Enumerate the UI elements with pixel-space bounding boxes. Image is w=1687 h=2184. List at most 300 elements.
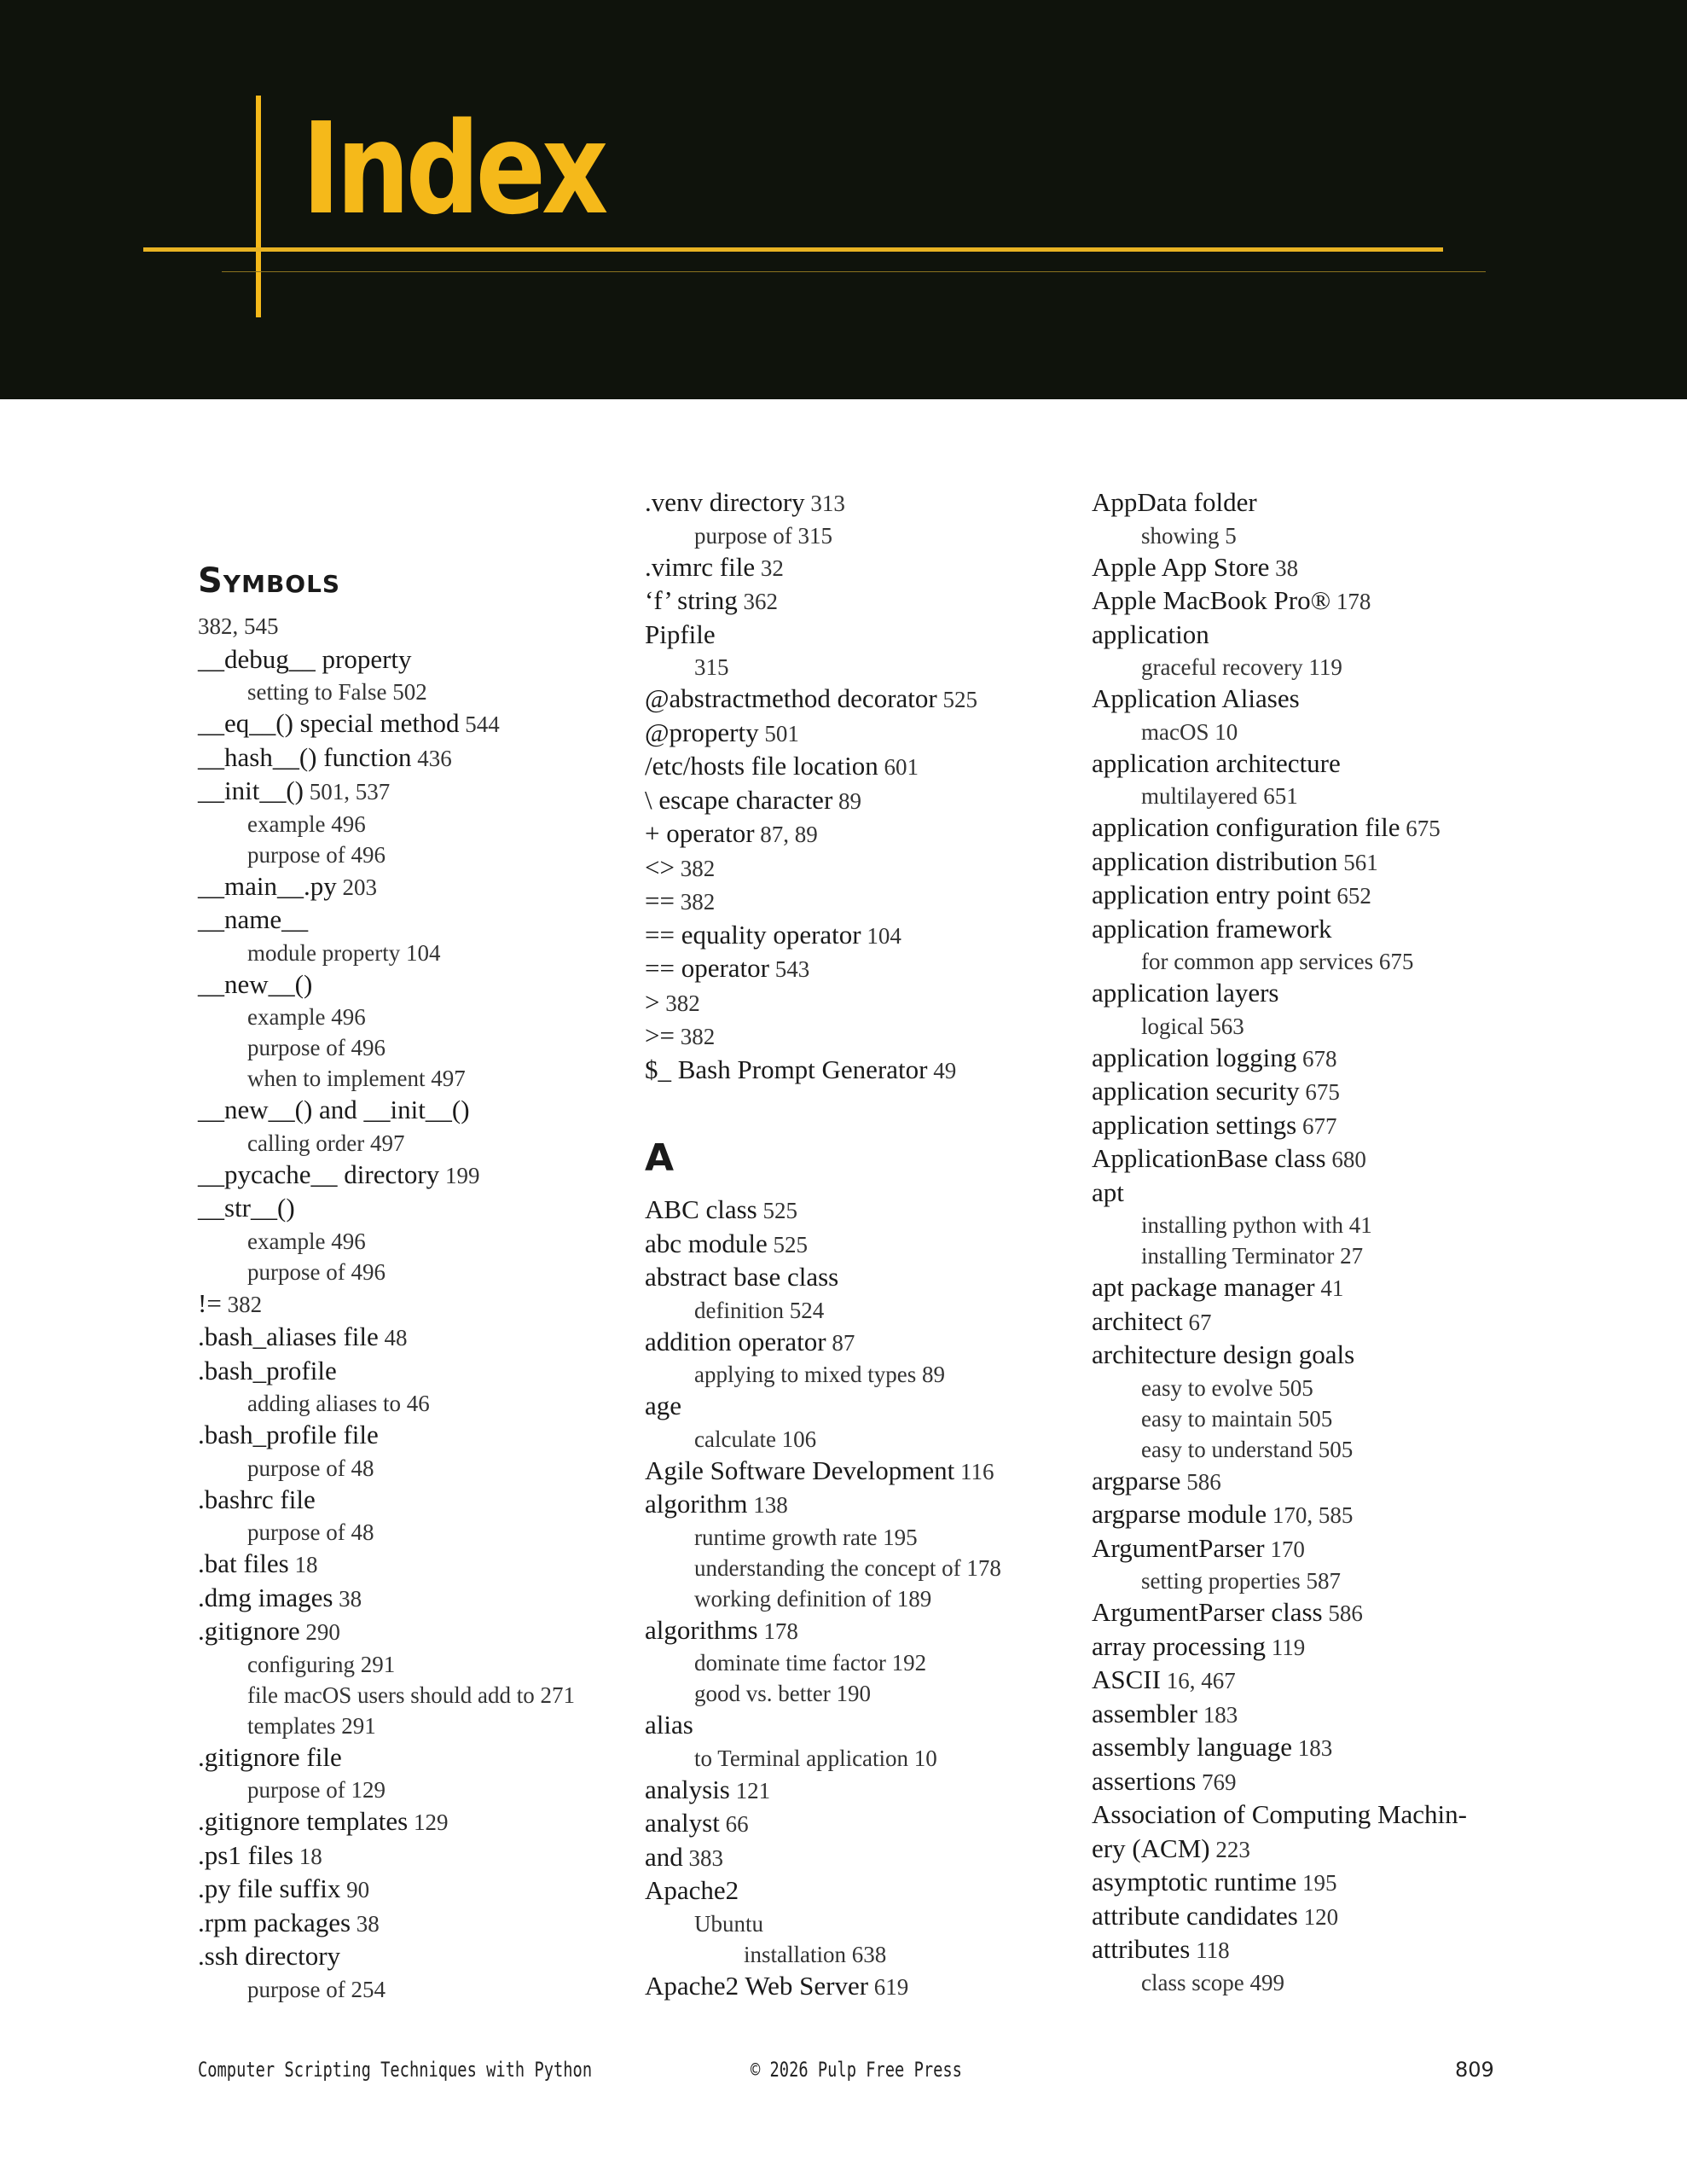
index-entry	[1092, 1176, 1535, 1211]
index-entry	[645, 1390, 1088, 1424]
index-entry	[1092, 1305, 1535, 1339]
index-entry	[645, 851, 1088, 886]
index-term: /etc/hosts file location	[645, 751, 878, 781]
index-entry	[198, 1548, 641, 1582]
index-pages: 199	[439, 1162, 480, 1188]
index-pages: 382	[659, 990, 700, 1016]
index-term: .venv directory	[645, 487, 805, 517]
index-subentry: working definition of 189	[694, 1585, 932, 1612]
index-pages: 118	[1190, 1937, 1230, 1963]
index-entry	[198, 1419, 641, 1453]
index-entry	[198, 968, 641, 1002]
index-pages: 104	[861, 922, 901, 949]
index-entry	[1092, 811, 1535, 845]
index-pages: 87	[826, 1329, 855, 1356]
index-term: abstract base class	[645, 1262, 839, 1292]
index-term: __new__()	[198, 968, 313, 999]
index-term: __str__()	[198, 1193, 295, 1223]
section-heading-a: A	[645, 1136, 675, 1180]
index-entry	[645, 551, 1088, 585]
index-pages: 619	[868, 1973, 909, 2000]
index-term: assembler	[1092, 1698, 1197, 1728]
index-entry	[1092, 1664, 1535, 1698]
index-term: __hash__() function	[198, 741, 412, 772]
index-pages: 677	[1296, 1112, 1337, 1139]
index-subentry: example 496	[247, 1228, 366, 1254]
index-term: .ps1 files	[198, 1839, 293, 1870]
index-pages: 543	[769, 956, 810, 982]
index-pages: 675	[1400, 816, 1441, 841]
index-entry	[645, 952, 1088, 986]
index-entry	[1092, 486, 1535, 520]
index-term: architecture design goals	[1092, 1339, 1355, 1369]
index-entry	[1092, 584, 1535, 619]
index-entry	[198, 870, 641, 904]
index-term: AppData folder	[1092, 487, 1257, 517]
index-term: + operator	[645, 818, 755, 848]
index-subentry: easy to evolve 505	[1141, 1374, 1313, 1401]
index-column-1	[198, 486, 641, 2005]
index-entry	[645, 817, 1088, 851]
index-pages: 16, 467	[1160, 1668, 1236, 1693]
index-entry	[1092, 1765, 1535, 1799]
index-term: ‘f’ string	[645, 585, 738, 615]
index-subentry: definition 524	[694, 1297, 825, 1323]
index-subentry: setting to False 502	[247, 679, 427, 705]
index-term: __main__.py	[198, 870, 337, 901]
index-entry	[1092, 682, 1535, 717]
index-entry	[198, 1355, 641, 1389]
index-subentry: example 496	[247, 1004, 366, 1030]
index-entry	[198, 1615, 641, 1649]
index-term: >	[645, 986, 660, 1017]
footer-copyright: © 2026 Pulp Free Press	[751, 2058, 962, 2082]
index-term: __eq__() special method	[198, 708, 460, 738]
index-pages: 652	[1330, 883, 1371, 909]
index-term: and	[645, 1841, 683, 1872]
index-pages: 90	[340, 1877, 370, 1902]
index-term: argparse	[1092, 1465, 1181, 1496]
index-entry	[1092, 1339, 1535, 1373]
index-subentry: purpose of 496	[247, 841, 386, 868]
index-entry	[198, 1094, 641, 1128]
index-term: algorithm	[645, 1489, 748, 1519]
index-pages: 119	[1266, 1634, 1306, 1660]
index-term: Agile Software Development	[645, 1455, 955, 1485]
index-subentry: 315	[694, 654, 729, 680]
index-pages: 170	[1264, 1536, 1305, 1562]
index-pages: 436	[411, 745, 452, 771]
index-pages: 586	[1322, 1600, 1363, 1626]
index-pages: 675	[1299, 1079, 1340, 1105]
index-entry	[645, 1054, 1088, 1088]
index-subentry: example 496	[247, 810, 366, 837]
index-subentry: for common app services 675	[1141, 949, 1414, 974]
index-term: $_ Bash Prompt Generator	[645, 1054, 928, 1084]
index-entry	[645, 784, 1088, 818]
index-pages: 382	[674, 855, 716, 881]
index-entry	[1092, 1142, 1535, 1176]
index-term: ASCII	[1092, 1664, 1161, 1694]
index-subentry: calculate 106	[694, 1426, 817, 1452]
index-pages: 313	[804, 491, 845, 516]
index-pages: 501, 537	[304, 779, 391, 804]
index-term: .bash_profile	[198, 1355, 337, 1385]
index-entry	[1092, 747, 1535, 781]
index-entry	[645, 619, 1088, 653]
index-term: Application Aliases	[1092, 683, 1300, 713]
index-entry	[1092, 1731, 1535, 1765]
index-entry	[645, 1841, 1088, 1875]
index-pages: 525	[767, 1231, 809, 1258]
index-term: application entry point	[1092, 880, 1331, 909]
index-entry	[1092, 1109, 1535, 1143]
index-pages: 67	[1182, 1309, 1212, 1335]
index-term: == operator	[645, 953, 769, 983]
index-entry	[198, 1321, 641, 1355]
index-entry	[198, 1582, 641, 1616]
index-entry	[1092, 1532, 1535, 1566]
index-term: __name__	[198, 904, 309, 934]
index-pages: 195	[1296, 1870, 1337, 1896]
footer-book-title: Computer Scripting Techniques with Python	[198, 2058, 593, 2082]
index-entry	[198, 1192, 641, 1226]
index-entry	[1092, 619, 1535, 653]
index-term: application settings	[1092, 1109, 1297, 1140]
index-term: .ssh directory	[198, 1941, 341, 1971]
index-entry	[198, 1907, 641, 1941]
index-pages: 382	[674, 889, 716, 915]
index-entry	[1092, 1465, 1535, 1499]
index-pages: 38	[1269, 555, 1299, 581]
index-term: .rpm packages	[198, 1907, 351, 1937]
index-pages: 89	[832, 787, 862, 814]
index-term: abc module	[645, 1228, 768, 1258]
index-term: application	[1092, 619, 1209, 649]
index-term: Pipfile	[645, 619, 716, 649]
index-pages: 49	[927, 1057, 957, 1083]
index-term: alias	[645, 1710, 693, 1740]
index-term: !=	[198, 1287, 222, 1318]
index-pages: 170, 585	[1267, 1502, 1354, 1528]
index-subentry: adding aliases to 46	[247, 1391, 430, 1416]
index-term: __debug__ property	[198, 643, 412, 674]
index-term: Association of Computing Machin-	[1092, 1799, 1467, 1829]
index-entry	[645, 1326, 1088, 1360]
page-title: Index	[302, 96, 605, 242]
index-subentry: module property 104	[247, 939, 441, 966]
index-entry	[198, 1839, 641, 1873]
index-term: attribute candidates	[1092, 1900, 1298, 1931]
index-subentry: installation 638	[744, 1941, 887, 1967]
index-pages: 120	[1297, 1903, 1339, 1930]
index-pages: 66	[719, 1811, 749, 1837]
index-entry	[645, 486, 1088, 520]
index-subentry: logical 563	[1141, 1013, 1244, 1039]
index-entries	[198, 609, 641, 2005]
index-entry	[645, 986, 1088, 1020]
index-entry	[198, 609, 641, 643]
index-subentry: configuring 291	[247, 1651, 396, 1677]
index-term: .gitignore templates	[198, 1806, 409, 1836]
index-term: application framework	[1092, 913, 1332, 944]
index-entry	[645, 682, 1088, 717]
index-subentry: showing 5	[1141, 522, 1237, 549]
index-pages: 203	[336, 874, 377, 900]
index-column-2	[645, 486, 1088, 2003]
index-term: ==	[645, 886, 675, 915]
index-entry	[645, 1019, 1088, 1054]
index-term: age	[645, 1391, 682, 1420]
index-subentry: dominate time factor 192	[694, 1650, 927, 1676]
index-term: __new__() and __init__()	[198, 1095, 470, 1124]
index-pages: 223	[1209, 1836, 1250, 1862]
index-term: ery (ACM)	[1092, 1833, 1210, 1863]
index-pages: 601	[878, 754, 919, 780]
index-pages: 129	[408, 1809, 449, 1835]
index-term: __init__()	[198, 775, 304, 805]
header-horizontal-rule	[143, 247, 1443, 252]
index-entry	[645, 1874, 1088, 1908]
index-pages: 678	[1296, 1045, 1337, 1072]
index-entry	[1092, 913, 1535, 947]
index-term: analyst	[645, 1808, 720, 1838]
index-column-3	[1092, 486, 1535, 1998]
index-entry	[1092, 1798, 1535, 1833]
index-entry	[1092, 1900, 1535, 1934]
index-subentry: installing Terminator 27	[1141, 1243, 1364, 1269]
index-term: application architecture	[1092, 747, 1341, 778]
index-pages: 290	[299, 1619, 340, 1645]
index-term: application security	[1092, 1076, 1300, 1106]
index-term: ApplicationBase class	[1092, 1143, 1326, 1173]
index-term: application distribution	[1092, 845, 1338, 876]
section-heading-symbols: Symbols	[198, 561, 341, 601]
index-term: .dmg images	[198, 1582, 333, 1612]
index-subentry: purpose of 48	[247, 1519, 374, 1545]
index-entry	[198, 903, 641, 938]
index-term: application configuration file	[1092, 812, 1400, 842]
index-pages: 382	[674, 1024, 716, 1049]
index-term: .py file suffix	[198, 1873, 341, 1903]
index-subentry: understanding the concept of 178	[694, 1554, 1001, 1581]
index-pages: 382	[221, 1291, 263, 1317]
index-subentry: class scope 499	[1141, 1969, 1284, 1995]
index-pages: 561	[1337, 849, 1378, 875]
index-subentry: Ubuntu	[694, 1910, 763, 1937]
index-entry	[1092, 551, 1535, 585]
index-pages: 138	[747, 1492, 788, 1518]
index-subentry: purpose of 129	[247, 1777, 386, 1803]
index-term: .gitignore file	[198, 1741, 342, 1772]
index-term: algorithms	[645, 1614, 758, 1645]
index-pages: 87, 89	[754, 822, 818, 847]
index-entry	[645, 919, 1088, 953]
index-term: argparse module	[1092, 1499, 1267, 1529]
index-pages: 121	[729, 1777, 771, 1804]
index-pages: 38	[351, 1910, 380, 1937]
index-subentry: multilayered 651	[1141, 783, 1298, 809]
index-subentry: good vs. better 190	[694, 1681, 871, 1706]
index-term: @property	[645, 717, 759, 747]
index-pages: 382, 545	[198, 613, 279, 639]
index-subentry: runtime growth rate 195	[694, 1524, 918, 1550]
index-entry	[645, 584, 1088, 619]
index-pages: 38	[333, 1585, 362, 1612]
index-subentry: macOS 10	[1141, 718, 1238, 745]
index-term: asymptotic runtime	[1092, 1867, 1297, 1896]
index-pages: 525	[757, 1198, 797, 1223]
index-term: .bashrc file	[198, 1484, 316, 1514]
index-term: apt package manager	[1092, 1272, 1315, 1302]
index-entry	[645, 1807, 1088, 1841]
index-entry	[1092, 1596, 1535, 1630]
index-term: <>	[645, 851, 675, 882]
index-entry	[1092, 1698, 1535, 1732]
index-pages: 116	[954, 1458, 994, 1484]
index-subentry: setting properties 587	[1141, 1568, 1341, 1594]
index-entry	[645, 717, 1088, 751]
index-pages: 680	[1325, 1147, 1366, 1172]
index-term: apt	[1092, 1176, 1124, 1207]
index-pages: 183	[1197, 1701, 1238, 1728]
index-term: addition operator	[645, 1326, 826, 1356]
index-term: .bash_aliases file	[198, 1321, 379, 1351]
index-term: array processing	[1092, 1630, 1266, 1661]
index-pages: 18	[288, 1552, 318, 1577]
index-entry	[645, 1228, 1088, 1262]
index-term: Apache2 Web Server	[645, 1970, 869, 2001]
index-entry	[645, 1774, 1088, 1808]
index-pages: 383	[682, 1844, 724, 1871]
index-entry	[1092, 1866, 1535, 1900]
index-subentry: purpose of 496	[247, 1258, 386, 1285]
index-subentry: when to implement 497	[247, 1066, 466, 1091]
index-subentry: graceful recovery 119	[1141, 654, 1342, 680]
index-term: .bash_profile file	[198, 1420, 379, 1449]
index-entry	[1092, 1271, 1535, 1305]
index-pages: 41	[1314, 1275, 1344, 1301]
index-subentry: calling order 497	[247, 1130, 405, 1156]
index-entry	[645, 1709, 1088, 1743]
index-entry	[645, 1194, 1088, 1228]
index-subentry: easy to understand 505	[1141, 1436, 1354, 1462]
index-entry	[645, 1455, 1088, 1489]
index-entry	[645, 1261, 1088, 1295]
index-entry	[198, 1805, 641, 1839]
index-pages: 48	[378, 1325, 408, 1350]
index-term: Apple MacBook Pro®	[1092, 585, 1331, 615]
index-entry	[1092, 1933, 1535, 1967]
index-entry	[645, 885, 1088, 919]
index-term: Apple App Store	[1092, 551, 1270, 582]
index-pages: 769	[1196, 1769, 1237, 1795]
index-pages: 362	[737, 589, 778, 614]
index-entry	[1092, 1042, 1535, 1076]
index-subentry: applying to mixed types 89	[694, 1362, 945, 1387]
index-entry	[198, 741, 641, 775]
index-entry	[1092, 1075, 1535, 1109]
index-term: ArgumentParser	[1092, 1532, 1265, 1563]
index-pages: 32	[755, 555, 784, 581]
index-subentry: easy to maintain 505	[1141, 1405, 1333, 1432]
index-entry	[198, 775, 641, 809]
index-subentry: file macOS users should add to 271	[247, 1682, 575, 1708]
index-subentry: installing python with 41	[1141, 1212, 1372, 1238]
index-entry	[1092, 1498, 1535, 1532]
index-term: >=	[645, 1020, 675, 1050]
index-pages: 525	[936, 687, 977, 712]
index-entry	[198, 643, 641, 677]
index-subentry: purpose of 496	[247, 1035, 386, 1060]
index-entry	[198, 1940, 641, 1974]
index-entry	[198, 1287, 641, 1321]
index-pages: 178	[757, 1618, 798, 1644]
index-term: \ escape character	[645, 784, 833, 815]
index-term: application layers	[1092, 978, 1279, 1008]
index-term: ABC class	[645, 1194, 757, 1224]
index-term: Apache2	[645, 1875, 739, 1905]
index-pages: 18	[293, 1843, 322, 1869]
index-term: .gitignore	[198, 1616, 300, 1646]
index-pages: 544	[459, 712, 500, 737]
index-entry	[198, 707, 641, 741]
index-term: .bat files	[198, 1548, 289, 1578]
index-subentry: purpose of 254	[247, 1976, 386, 2002]
index-pages: 501	[758, 720, 799, 746]
index-entry	[645, 1488, 1088, 1522]
index-term: application logging	[1092, 1042, 1297, 1072]
footer-page-number: 809	[1455, 2058, 1494, 2082]
index-entry	[198, 1741, 641, 1775]
index-subentry: purpose of 315	[694, 522, 832, 549]
index-pages: 183	[1292, 1735, 1333, 1761]
index-entry	[198, 1159, 641, 1193]
index-entry	[645, 750, 1088, 784]
header-vertical-rule	[256, 96, 261, 317]
index-entries	[1092, 486, 1535, 1998]
index-subentry: to Terminal application 10	[694, 1745, 937, 1771]
index-term: architect	[1092, 1305, 1183, 1336]
index-entry	[1092, 977, 1535, 1011]
index-entry	[1092, 845, 1535, 880]
header-thin-rule	[222, 271, 1486, 272]
chapter-header	[0, 0, 1687, 399]
index-term: assertions	[1092, 1765, 1197, 1796]
index-term: __pycache__ directory	[198, 1159, 440, 1189]
index-subentry: templates 291	[247, 1712, 376, 1739]
index-entries	[645, 1194, 1088, 2003]
index-term: .vimrc file	[645, 551, 756, 582]
index-pages: 178	[1330, 589, 1371, 614]
index-entry	[1092, 1833, 1535, 1867]
index-term: ArgumentParser class	[1092, 1597, 1323, 1627]
index-entry	[198, 1484, 641, 1518]
index-subentry: purpose of 48	[247, 1455, 374, 1481]
index-term: analysis	[645, 1774, 730, 1804]
index-entry	[1092, 879, 1535, 913]
index-entry	[198, 1873, 641, 1907]
index-term: attributes	[1092, 1934, 1191, 1964]
index-entry	[645, 1614, 1088, 1648]
index-term: @abstractmethod decorator	[645, 683, 937, 713]
index-entry	[645, 1970, 1088, 2004]
index-term: assembly language	[1092, 1732, 1293, 1762]
index-pages: 586	[1180, 1468, 1221, 1495]
index-entry	[1092, 1630, 1535, 1664]
index-term: == equality operator	[645, 919, 861, 950]
index-entries	[645, 486, 1088, 1087]
